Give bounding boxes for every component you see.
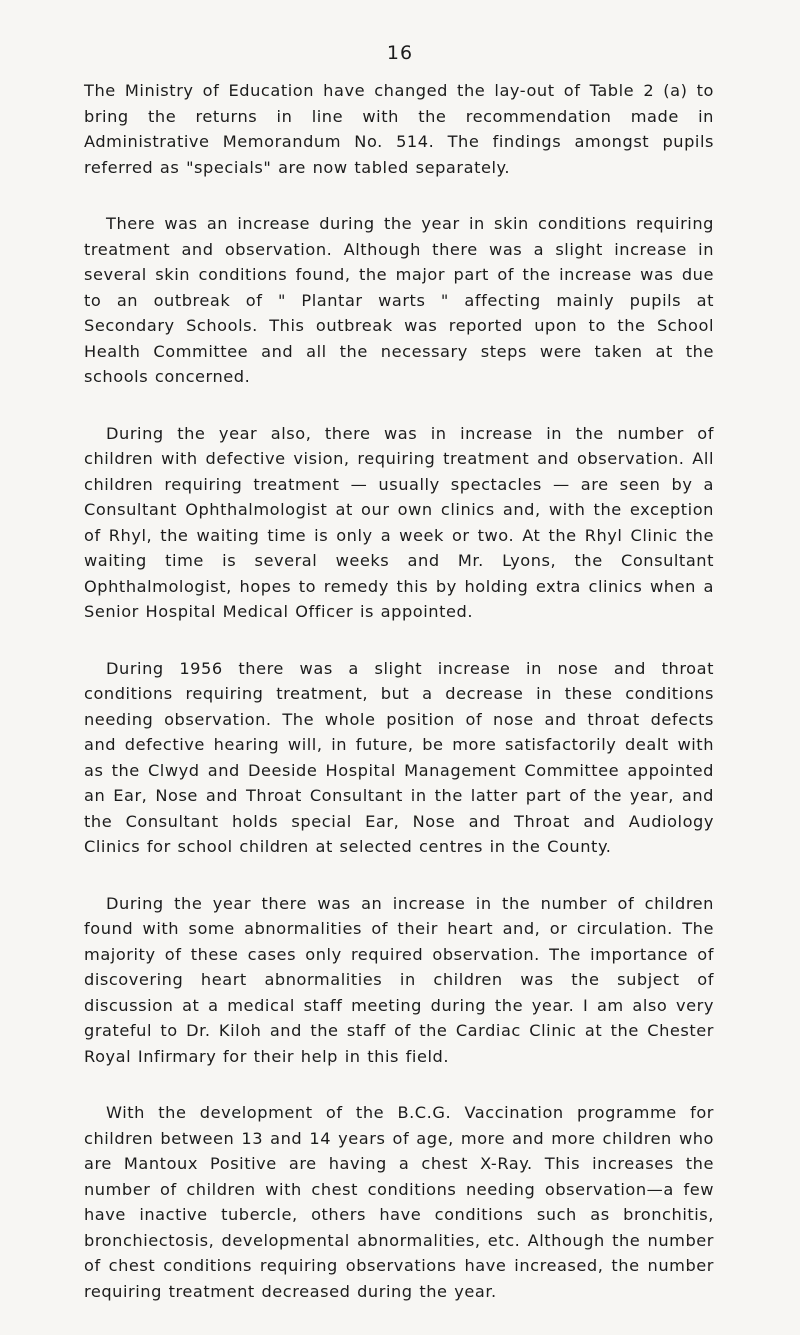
- document-body: [84, 78, 714, 1335]
- page-number: 16: [386, 42, 414, 64]
- paragraph-skin-conditions: There was an increase during the year in skin conditions requiring treatment and observation. Although there was a slight increase in several skin conditions found, the major part of the increase was due to an outbreak of " Plantar warts " affecting mainly pupils at Secondary Schools. This outbreak was reported upon to the School Health Committee and all the necessary steps were taken at the schools concerned.: [84, 214, 714, 386]
- paragraph-defective-vision: During the year also, there was in increase in the number of children with defective vision, requiring treatment and observation. All children requiring treatment — usually spectacles — are seen by a Consultant Ophthalmologist at our own clinics and, with the exception of Rhyl, the waiting time is only a week or two. At the Rhyl Clinic the waiting time is several weeks and Mr. Lyons, the Consultant Ophthalmologist, hopes to remedy this by holding extra clinics when a Senior Hospital Medical Officer is appointed.: [84, 423, 714, 621]
- paragraph-table-layout: The Ministry of Education have changed the lay-out of Table 2 (a) to bring the returns in line with the recommendation made in Administrative Memorandum No. 514. The findings amongst pupils referred as "specials" are now tabled separately.: [84, 81, 714, 177]
- paragraph-nose-throat: During 1956 there was a slight increase in nose and throat conditions requiring treatment, but a decrease in these conditions needing observation. The whole position of nose and throat defects and defective hearing will, in future, be more satisfactorily dealt with as the Clwyd and Deeside Hospital Management Committee appointed an Ear, Nose and Throat Consultant in the latter part of the year, and the Consultant holds special Ear, Nose and Throat and Audiology Clinics for school children at selected centres in the County.: [84, 658, 714, 856]
- paragraph-bcg-vaccination: With the development of the B.C.G. Vaccination programme for children between 13 and 14 years of age, more and more children who are Mantoux Positive are having a chest X-Ray. This increases the number of children with chest conditions needing observation—a few have inactive tubercle, others have conditions such as bronchitis, bronchiectosis, developmental abnormalities, etc. Although the number of chest conditions requiring observations have increased, the number requiring treatment decreased during the year.: [84, 1103, 714, 1301]
- paragraph-heart-abnormalities: During the year there was an increase in the number of children found with some abnormalities of their heart and, or circulation. The majority of these cases only required observation. The importance of discovering heart abnormalities in children was the subject of discussion at a medical staff meeting during the year. I am also very grateful to Dr. Kiloh and the staff of the Cardiac Clinic at the Chester Royal Infirmary for their help in this field.: [84, 893, 714, 1066]
